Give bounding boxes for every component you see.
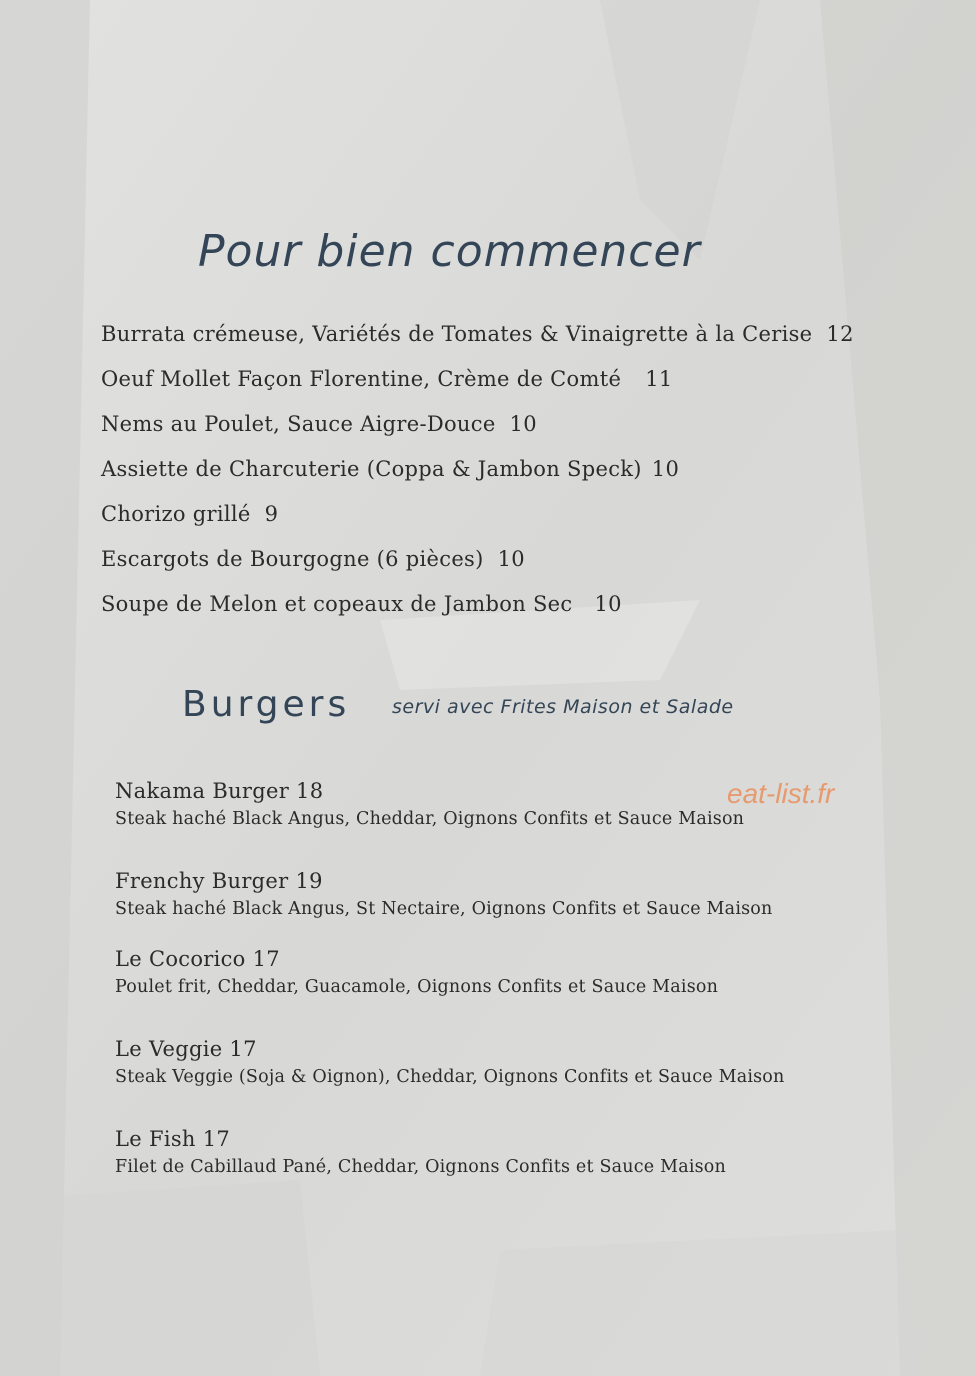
- burger-item: [115, 779, 744, 829]
- menu-item: [101, 367, 673, 391]
- burger-description: Steak haché Black Angus, St Nectaire, Oignons Confits et Sauce Maison: [115, 899, 773, 919]
- menu-item-price: 10: [497, 547, 525, 571]
- section-heading-starters: Pour bien commencer: [198, 226, 701, 277]
- section-heading-burgers: Burgers: [182, 684, 351, 725]
- menu-item-name: Soupe de Melon et copeaux de Jambon Sec: [101, 592, 573, 616]
- menu-item: [101, 457, 679, 481]
- menu-item: [101, 592, 622, 616]
- menu-item-name: Oeuf Mollet Façon Florentine, Crème de Comté: [101, 367, 622, 391]
- menu-item: [101, 412, 537, 436]
- section-subheading-burgers: servi avec Frites Maison et Salade: [392, 696, 734, 718]
- menu-item-name: Chorizo grillé: [101, 502, 251, 526]
- menu-item-price: 10: [594, 592, 622, 616]
- menu-item-price: 12: [826, 322, 854, 346]
- burger-name: Le Fish 17: [115, 1127, 231, 1151]
- menu-item-name: Assiette de Charcuterie (Coppa & Jambon Speck): [101, 457, 642, 481]
- burger-description: Poulet frit, Cheddar, Guacamole, Oignons Confits et Sauce Maison: [115, 977, 719, 997]
- menu-item-price: 10: [509, 412, 537, 436]
- menu-item: [101, 547, 525, 571]
- burger-name: Le Cocorico 17: [115, 947, 280, 971]
- burger-name: Nakama Burger 18: [115, 779, 324, 803]
- burger-name: Le Veggie 17: [115, 1037, 257, 1061]
- burger-description: Steak haché Black Angus, Cheddar, Oignons Confits et Sauce Maison: [115, 809, 745, 829]
- menu-item-price: 9: [264, 502, 279, 526]
- burger-name: Frenchy Burger 19: [115, 869, 323, 893]
- menu-item-price: 11: [645, 367, 673, 391]
- burger-item: [115, 1037, 785, 1087]
- burger-item: [115, 1127, 726, 1177]
- menu-item-price: 10: [651, 457, 680, 481]
- burger-description: Steak Veggie (Soja & Oignon), Cheddar, Oignons Confits et Sauce Maison: [115, 1067, 785, 1087]
- menu-item-name: Escargots de Bourgogne (6 pièces): [101, 547, 484, 571]
- menu-item-name: Burrata crémeuse, Variétés de Tomates & Vinaigrette à la Cerise: [101, 322, 813, 346]
- burger-item: [115, 869, 773, 919]
- menu-item: [101, 322, 854, 346]
- burger-item: [115, 947, 718, 997]
- menu-item-name: Nems au Poulet, Sauce Aigre-Douce: [101, 412, 496, 436]
- watermark-text: eat-list.fr: [727, 778, 835, 809]
- burger-description: Filet de Cabillaud Pané, Cheddar, Oignons Confits et Sauce Maison: [115, 1157, 727, 1177]
- menu-item: [101, 502, 278, 526]
